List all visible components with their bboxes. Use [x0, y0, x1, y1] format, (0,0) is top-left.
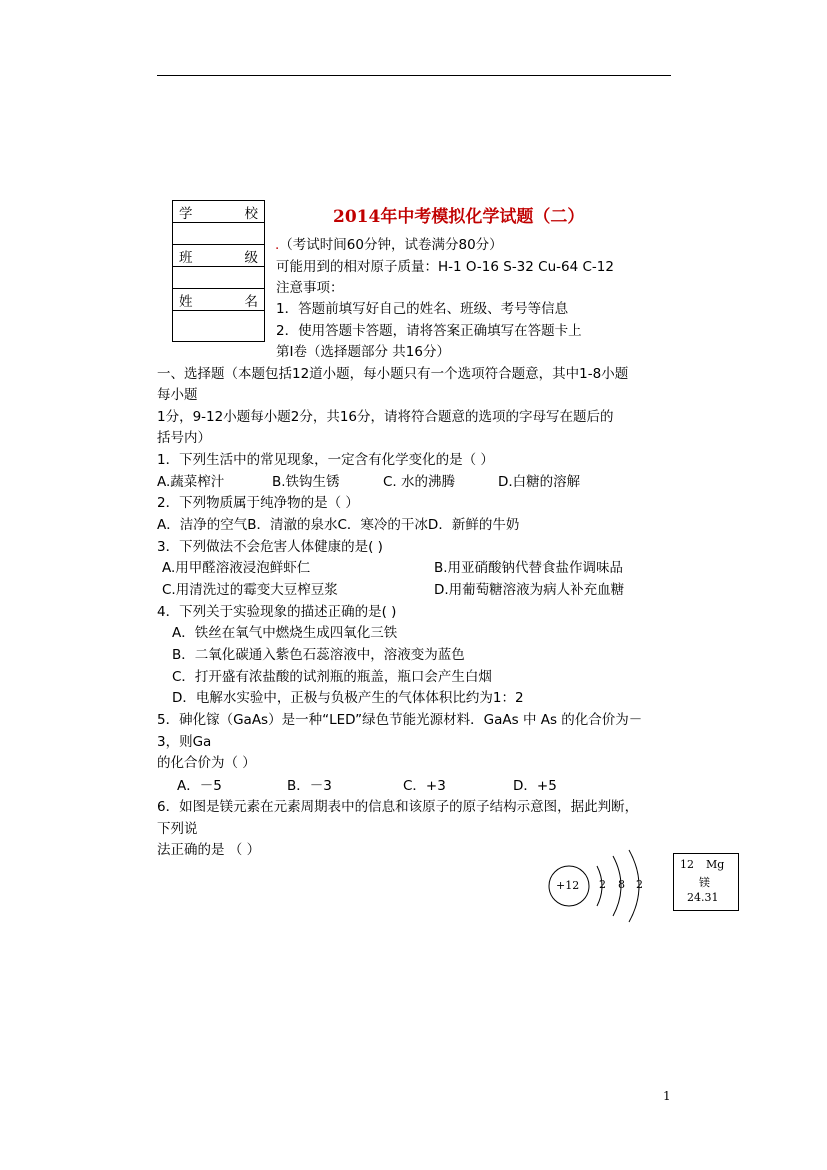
atomic-number: 12 [680, 858, 694, 871]
header-rule [157, 75, 671, 76]
q3-option-c: C.用清洗过的霉变大豆榨豆浆 [162, 582, 338, 598]
question-2: 2．下列物质属于纯净物的是（ ） [157, 495, 359, 511]
q5-option-d: D．+5 [513, 778, 557, 794]
student-info-table [172, 200, 265, 342]
page-number: 1 [663, 1089, 671, 1103]
question-5-line-2: 3，则Ga [157, 734, 212, 750]
shell-3-electrons: 2 [636, 878, 643, 891]
school-label-cell: 学 校 [173, 201, 265, 223]
class-field-cell[interactable] [173, 267, 265, 289]
element-name: 镁 [699, 876, 710, 889]
part-1-heading: 第Ⅰ卷（选择题部分 共16分） [276, 344, 450, 360]
section-intro-line-2: 每小题 [157, 387, 198, 403]
q5-option-a: A．－5 [177, 778, 222, 794]
q5-option-b: B．－3 [287, 778, 332, 794]
element-symbol: Mg [706, 858, 725, 871]
q4-option-a: A．铁丝在氧气中燃烧生成四氧化三铁 [172, 625, 398, 641]
periodic-table-cell [673, 853, 739, 911]
q1-option-a: A.蔬菜榨汁 [157, 474, 225, 490]
note-2: 2．使用答题卡答题，请将答案正确填写在答题卡上 [276, 323, 582, 339]
section-intro-line-4: 括号内） [157, 430, 211, 446]
question-6-line-3: 法正确的是 （ ） [157, 842, 261, 858]
exam-info: .（考试时间60分钟，试卷满分80分） [275, 237, 503, 253]
atomic-mass-line: 可能用到的相对原子质量：H-1 O-16 S-32 Cu-64 C-12 [276, 259, 614, 275]
atomic-mass: 24.31 [687, 891, 719, 904]
q2-options: A．洁净的空气B．清澈的泉水C．寒冷的干冰D．新鲜的牛奶 [157, 517, 520, 533]
school-field-cell[interactable] [173, 223, 265, 245]
class-label-cell: 班 级 [173, 245, 265, 267]
question-4: 4．下列关于实验现象的描述正确的是( ) [157, 604, 397, 620]
q4-option-c: C．打开盛有浓盐酸的试剂瓶的瓶盖，瓶口会产生白烟 [172, 669, 492, 685]
notes-title: 注意事项： [276, 280, 344, 296]
q3-option-a: A.用甲醛溶液浸泡鲜虾仁 [162, 560, 311, 576]
question-3: 3．下列做法不会危害人体健康的是( ) [157, 539, 383, 555]
question-1: 1．下列生活中的常见现象，一定含有化学变化的是（ ） [157, 452, 494, 468]
atomic-structure-diagram [545, 848, 665, 923]
name-label-cell: 姓 名 [173, 289, 265, 311]
question-5-line-1: 5．砷化镓（GaAs）是一种“LED”绿色节能光源材料．GaAs 中 As 的化合价为－ [157, 712, 643, 728]
q1-option-c: C. 水的沸腾 [383, 474, 456, 490]
question-6-line-2: 下列说 [157, 821, 198, 837]
note-1: 1．答题前填写好自己的姓名、班级、考号等信息 [276, 301, 569, 317]
question-5-line-3: 的化合价为（ ） [157, 755, 256, 771]
q3-option-b: B.用亚硝酸钠代替食盐作调味品 [434, 560, 624, 576]
section-intro-line-3: 1分，9-12小题每小题2分，共16分，请将符合题意的选项的字母写在题后的 [157, 409, 614, 425]
question-6-line-1: 6．如图是镁元素在元素周期表中的信息和该原子的原子结构示意图，据此判断， [157, 799, 639, 815]
section-intro-line-1: 一、选择题（本题包括12道小题，每小题只有一个选项符合题意，其中1-8小题 [157, 366, 629, 382]
q5-option-c: C．+3 [403, 778, 446, 794]
shell-2-electrons: 8 [618, 878, 625, 891]
shell-1-electrons: 2 [599, 878, 606, 891]
q1-option-d: D.白糖的溶解 [498, 474, 581, 490]
name-field-cell[interactable] [173, 311, 265, 342]
nucleus-charge: +12 [556, 879, 580, 892]
q4-option-d: D．电解水实验中，正极与负极产生的气体体积比约为1：2 [172, 690, 524, 706]
exam-title: 2014年中考模拟化学试题（二） [333, 207, 585, 227]
q3-option-d: D.用葡萄糖溶液为病人补充血糖 [434, 582, 625, 598]
q1-option-b: B.铁钩生锈 [272, 474, 340, 490]
q4-option-b: B．二氧化碳通入紫色石蕊溶液中，溶液变为蓝色 [172, 647, 465, 663]
